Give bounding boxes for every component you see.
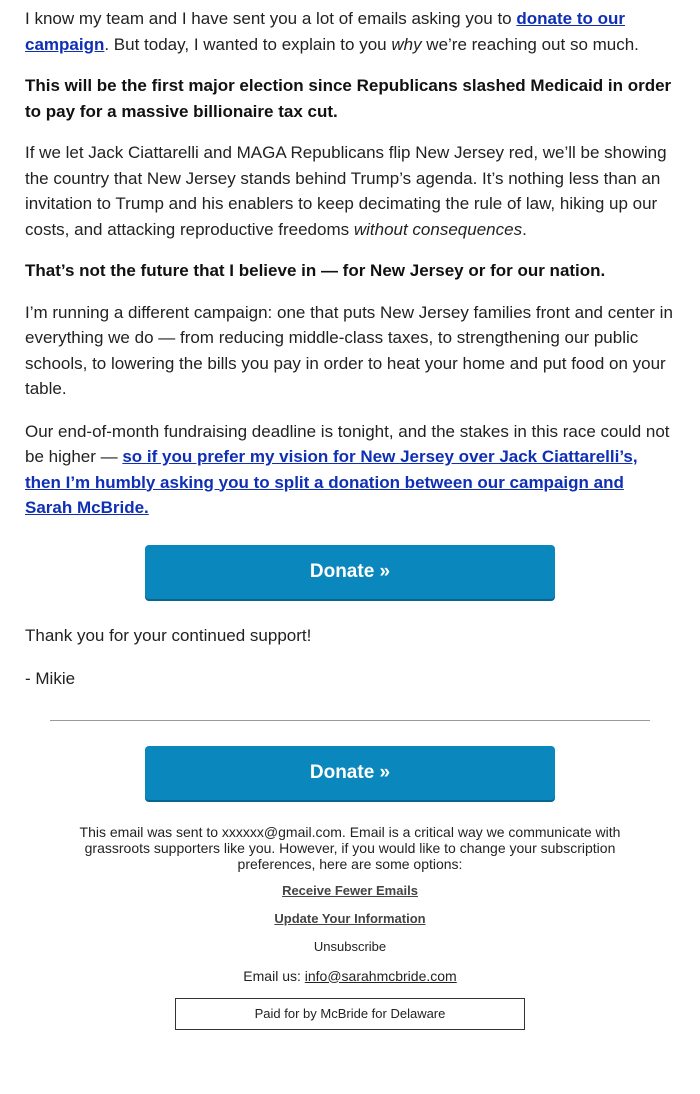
unsubscribe-link[interactable]: Unsubscribe bbox=[313, 938, 387, 954]
thanks-text: Thank you for your continued support! bbox=[25, 625, 312, 645]
footer-donate-button[interactable]: Donate » bbox=[145, 746, 555, 800]
contact-email-label: Email us: bbox=[243, 967, 305, 984]
subscription-notice: This email was sent to xxxxxx@gmail.com. Email is a critical way we communicate with grassroots supporters like you. However, if you would like to change your subscription preferences, here are some options: bbox=[79, 823, 621, 872]
deadline-text: Our end-of-month fundraising deadline is tonight, and the stakes in this race could not be higher — bbox=[25, 421, 670, 466]
paragraph-campaign: I’m running a different campaign: one that puts New Jersey families front and center in everything we do — from reducing middle-class taxes, to strengthening our public schools, to lowering the bills you pay in order to heat your home and put food on your table. bbox=[25, 302, 673, 398]
divider bbox=[50, 720, 650, 721]
intro-text-start: I know my team and I have sent you a lot of emails asking you to bbox=[25, 9, 517, 28]
donate-button[interactable]: Donate » bbox=[145, 545, 555, 599]
update-information-link[interactable]: Update Your Information bbox=[274, 910, 426, 926]
ciattarelli-text-end: . bbox=[522, 219, 527, 239]
split-donation-link[interactable]: so if you prefer my vision for New Jersey over Jack Ciattarelli’s, then I’m humbly asking you to split a donation between our campaign and Sarah McBride. bbox=[25, 447, 638, 517]
paragraph-medicaid-bold: This will be the first major election since Republicans slashed Medicaid in order to pay for a massive billionaire tax cut. bbox=[25, 76, 672, 121]
paragraph-intro bbox=[25, 6, 675, 57]
footer-donate-button-wrap bbox=[0, 746, 700, 800]
signature: - Mikie bbox=[25, 669, 76, 688]
email-footer bbox=[0, 824, 700, 1030]
paragraph-future-bold: That’s not the future that I believe in — for New Jersey or for our nation. bbox=[25, 261, 606, 280]
contact-email-link[interactable]: info@sarahmcbride.com bbox=[304, 967, 457, 984]
paragraph-ciattarelli bbox=[25, 140, 675, 242]
paragraph-deadline bbox=[25, 419, 675, 521]
donate-to-campaign-link[interactable]: donate to our campaign bbox=[25, 9, 625, 54]
contact-email bbox=[0, 968, 700, 984]
donate-button-wrap bbox=[25, 545, 675, 599]
paid-for-disclaimer: Paid for by McBride for Delaware bbox=[175, 998, 525, 1030]
ciattarelli-emphasis: without consequences bbox=[353, 219, 523, 239]
intro-emphasis: why bbox=[391, 34, 422, 54]
ciattarelli-text: If we let Jack Ciattarelli and MAGA Republicans flip New Jersey red, we’ll be showing the country that New Jersey stands behind Trump’s agenda. It’s nothing less than an invitation to Trump and his enablers to keep decimating the rule of law, hiking up our costs, and attacking reproductive freedoms bbox=[25, 143, 667, 239]
intro-text-end: we’re reaching out so much. bbox=[421, 34, 639, 54]
intro-text-mid: . But today, I wanted to explain to you bbox=[104, 34, 392, 54]
receive-fewer-emails-link[interactable]: Receive Fewer Emails bbox=[282, 882, 418, 898]
